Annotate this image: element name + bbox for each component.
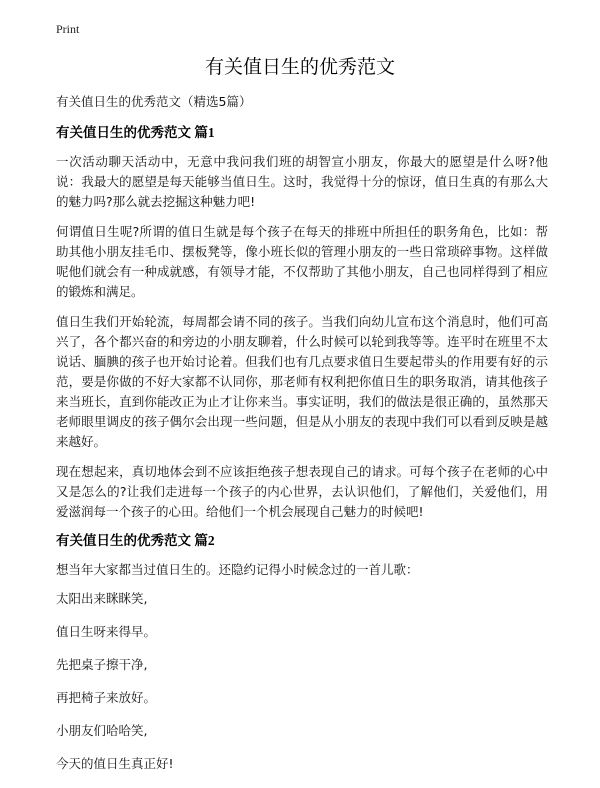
section-2 (56, 532, 548, 772)
poem-line: 太阳出来眯眯笑, (56, 591, 148, 606)
section-heading: 有关值日生的优秀范文 篇2 (56, 533, 215, 548)
paragraph: 想当年大家都当过值日生的。还隐约记得小时候念过的一首儿歌： (56, 562, 419, 577)
paragraph: 一次活动聊天活动中，无意中我问我们班的胡智宣小朋友，你最大的愿望是什么呀?他说：我最大的愿望是每天能够当值日生。这时，我觉得十分的惊讶，值日生真的有那么大的魅力吗?那么就去挖掘这种魅力吧! (56, 154, 548, 209)
section-heading: 有关值日生的优秀范文 篇1 (56, 125, 215, 140)
document-body (56, 93, 548, 788)
paragraph: 现在想起来，真切地体会到不应该拒绝孩子想表现自己的请求。可每个孩子在老师的心中又是怎么的?让我们走进每一个孩子的内心世界，去认识他们，了解他们，关爱他们，用爱滋润每一个孩子的心田。给他们一个机会展现自己魅力的时候吧! (56, 464, 548, 519)
print-link[interactable]: Print (56, 22, 80, 36)
poem-line: 今天的值日生真正好! (56, 756, 174, 771)
section-1 (56, 124, 548, 522)
document-title: 有关值日生的优秀范文 (204, 56, 395, 78)
paragraph: 何谓值日生呢?所谓的值日生就是每个孩子在每天的排班中所担任的职务角色，比如：帮助其他小朋友挂毛巾、摆板凳等，像小班长似的管理小朋友的一些日常琐碎事物。这样做呢他们就会有一种成就感，有领导才能，不仅帮助了其他小朋友，自己也同样得到了相应的锻炼和满足。 (56, 224, 548, 299)
poem-line: 值日生呀来得早。 (56, 624, 157, 639)
poem-line: 小朋友们哈哈笑, (56, 723, 148, 738)
poem-line: 先把桌子擦干净, (56, 657, 148, 672)
poem-line: 再把椅子来放好。 (56, 690, 157, 705)
document-subtitle: 有关值日生的优秀范文（精选5篇） (56, 94, 252, 109)
paragraph: 值日生我们开始轮流，每周都会请不同的孩子。当我们向幼儿宣布这个消息时，他们可高兴了，各个都兴奋的和旁边的小朋友聊着，什么时候可以轮到我等等。连平时在班里不太说话、腼腆的孩子也开始讨论着。但我们也有几点要求值日生要起带头的作用要有好的示范，要是你做的不好大家都不认同你，那老师有权利把你值日生的职务取消，请其他孩子来当班长，直到你能改正为止才让你来当。事实证明，我们的做法是很正确的，虽然那天老师眼里调皮的孩子偶尔会出现一些问题，但是从小朋友的表现中我们可以看到反映是越来越好。 (56, 314, 548, 449)
poem (56, 590, 548, 772)
